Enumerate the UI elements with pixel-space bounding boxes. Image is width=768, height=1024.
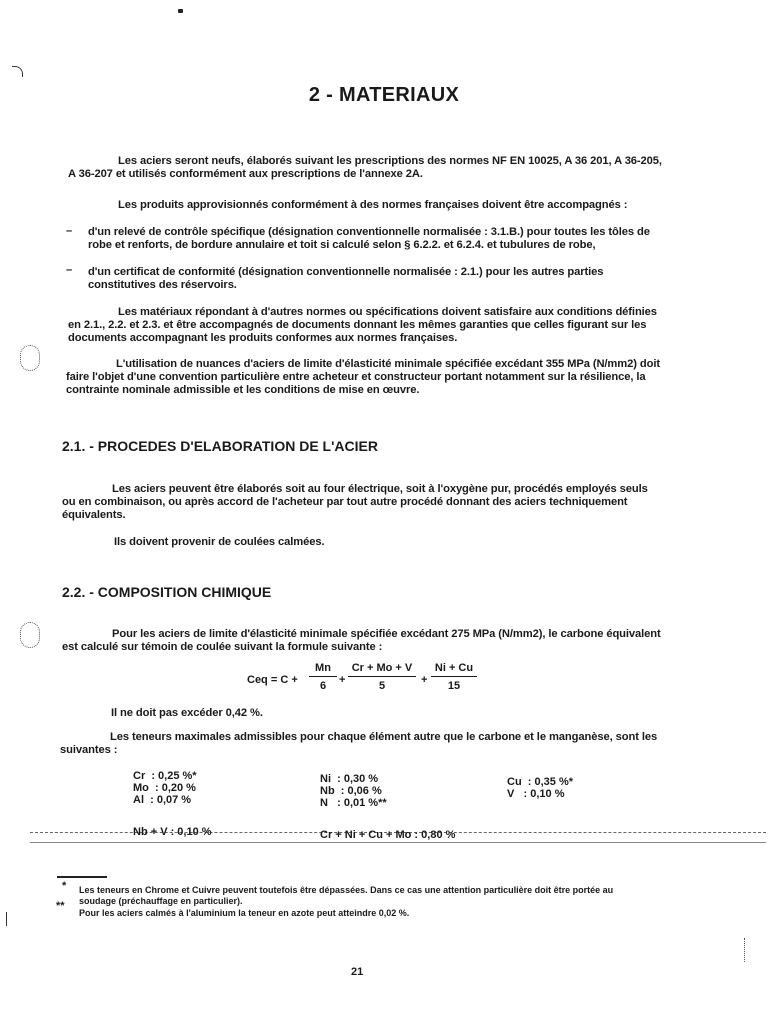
section-heading-2-2: 2.2. - COMPOSITION CHIMIQUE (62, 584, 272, 600)
bullet-item-1: d'un relevé de contrôle spécifique (désignation conventionnelle normalisée : 3.1.B.) pour toutes les tôles de robe et renforts, de bordure annulaire et toit si calculé selon § 6.2.2. et 6.2.4. et tubulures de robe, (88, 226, 650, 251)
formula-plus: + (339, 674, 346, 686)
fraction-denominator: 5 (378, 680, 386, 692)
fraction-ni-cu (431, 662, 477, 692)
footnote-1: Les teneurs en Chrome et Cuivre peuvent toutefois être dépassées. Dans ce cas une attention particulière doit être portée au soudage (préchauffage en particulier). (79, 885, 614, 906)
footnote-separator (57, 876, 107, 878)
element-limit: Cu : 0,35 %* (507, 776, 574, 788)
fraction-denominator: 6 (319, 680, 327, 692)
footnote-marker-1: * (62, 880, 67, 892)
section-2-2-paragraph-3: Les teneurs maximales admissibles pour chaque élément autre que le carbone et le manganèse, sont les suivantes : (60, 731, 658, 756)
bullet-marker-2: – (66, 264, 73, 276)
bullet-item-2: d'un certificat de conformité (désignation conventionnelle normalisée : 2.1.) pour les autres parties constitutives des réservoirs. (88, 266, 604, 291)
intro-paragraph-1: Les aciers seront neufs, élaborés suivant les prescriptions des normes NF EN 10025, A 36 201, A 36-205, A 36-207 et utilisés conformément aux prescriptions de l'annexe 2A. (68, 155, 662, 180)
formula-lhs: Ceq = C + (247, 674, 298, 686)
sum-limit-nb-v: Nb + V : 0,10 % (133, 826, 212, 838)
fraction-denominator: 15 (447, 680, 461, 692)
formula-plus: + (421, 674, 428, 686)
page-title: 2 - MATERIAUX (308, 84, 460, 106)
element-limit: Ni : 0,30 % (320, 773, 379, 785)
element-limit: Cr : 0,25 %* (133, 770, 197, 782)
element-limit: Al : 0,07 % (133, 794, 192, 806)
fraction-numerator: Cr + Mo + V (348, 662, 416, 677)
element-limits-col-1 (133, 770, 293, 806)
element-limit: Mo : 0,20 % (133, 782, 196, 794)
intro-paragraph-3: Les matériaux répondant à d'autres normes ou spécifications doivent satisfaire aux conditions définies en 2.1., 2.2. et 2.3. et être accompagnés de documents donnant les mêmes garanties que celles figurant sur les documents accompagnant les produits conformes aux normes françaises. (68, 306, 657, 344)
fraction-numerator: Ni + Cu (431, 662, 477, 677)
ceq-formula (0, 662, 768, 702)
scan-rule-line (30, 842, 766, 843)
intro-paragraph-2: Les produits approvisionnés conformément à des normes françaises doivent être accompagnés : (118, 199, 628, 211)
section-2-2-paragraph-2: Il ne doit pas excéder 0,42 %. (111, 707, 263, 719)
element-limit: N : 0,01 %** (320, 797, 387, 809)
scan-mark (744, 938, 747, 962)
element-limits-col-2 (320, 773, 480, 809)
fraction-numerator: Mn (309, 662, 337, 677)
fraction-mn (309, 662, 337, 692)
section-heading-2-1: 2.1. - PROCEDES D'ELABORATION DE L'ACIER (62, 438, 378, 454)
sum-limit-cr-ni-cu-mo: Cr + Ni + Cu + Mo : 0,80 % (320, 829, 456, 841)
element-limits-col-3 (507, 776, 667, 800)
hole-punch-mark (20, 345, 40, 371)
page-number: 21 (351, 966, 364, 978)
fraction-cr-mo-v (348, 662, 416, 692)
hole-punch-mark (20, 622, 40, 648)
intro-paragraph-4: L'utilisation de nuances d'aciers de limite d'élasticité minimale spécifiée excédant 355 MPa (N/mm2) doit faire l'objet d'une convention particulière entre acheteur et constructeur portant notamment sur la résilience, la contrainte nominale admissible et les conditions de mise en œuvre. (66, 358, 660, 396)
element-limit: Nb : 0,06 % (320, 785, 382, 797)
section-2-1-paragraph-2: Ils doivent provenir de coulées calmées. (114, 536, 325, 548)
scan-speck (178, 9, 183, 13)
footnote-marker-2: ** (56, 900, 65, 912)
section-2-2-paragraph-1: Pour les aciers de limite d'élasticité minimale spécifiée excédant 275 MPa (N/mm2), le carbone équivalent est calculé sur témoin de coulée suivant la formule suivante : (62, 628, 661, 653)
section-2-1-paragraph-1: Les aciers peuvent être élaborés soit au four électrique, soit à l'oxygène pur, procédés employés seuls ou en combinaison, ou après accord de l'acheteur par tout autre procédé donnant des aciers techniquement équivalents. (62, 483, 648, 521)
element-limit: V : 0,10 % (507, 788, 565, 800)
bullet-marker-1: – (66, 225, 73, 237)
scan-mark (12, 66, 23, 77)
footnote-2: Pour les aciers calmés à l'aluminium la teneur en azote peut atteindre 0,02 %. (79, 908, 410, 918)
scan-mark (6, 912, 7, 926)
